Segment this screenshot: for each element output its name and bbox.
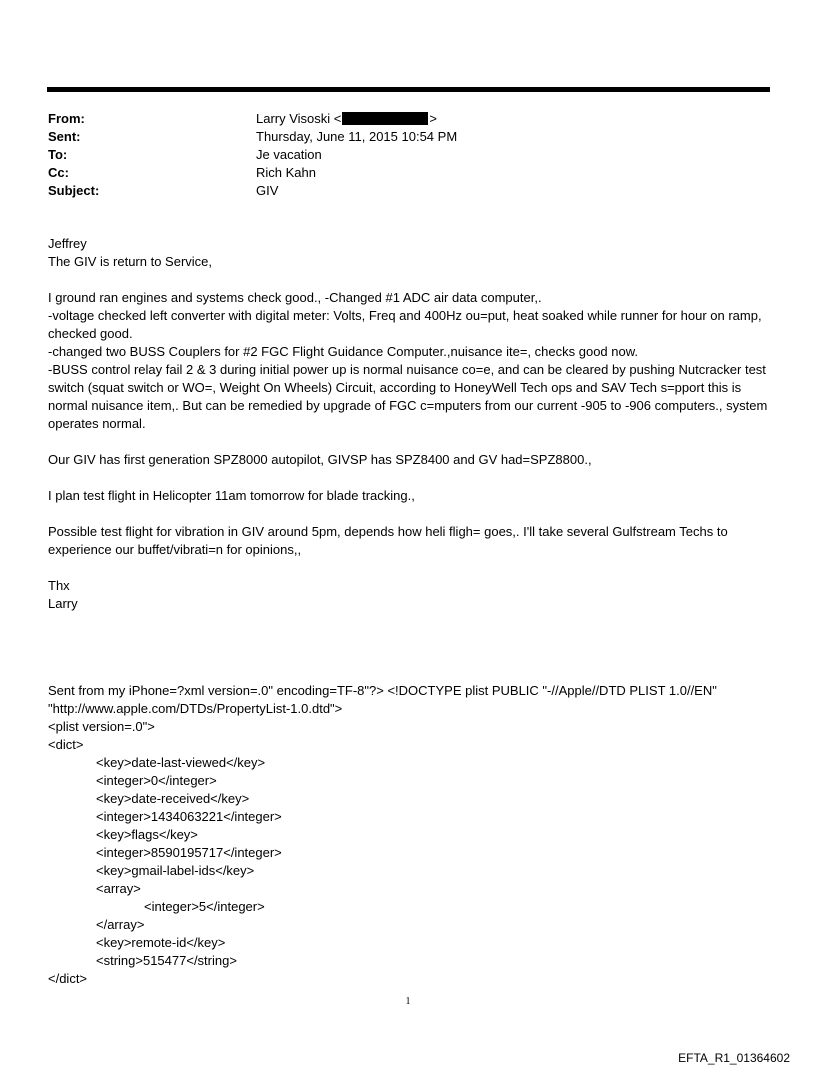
xml-line: "http://www.apple.com/DTDs/PropertyList-1.0.dtd">	[48, 701, 343, 716]
subject-row	[48, 182, 457, 200]
bates-number: EFTA_R1_01364602	[678, 1051, 790, 1065]
body-line: I plan test flight in Helicopter 11am tomorrow for blade tracking.,	[48, 488, 415, 503]
xml-line: Sent from my iPhone=?xml version=.0" encoding=TF-8"?> <!DOCTYPE plist PUBLIC "-//Apple//DTD PLIST 1.0//EN"	[48, 683, 717, 698]
subject-value: GIV	[256, 183, 279, 198]
xml-line: <key>date-last-viewed</key>	[96, 755, 266, 770]
xml-line: <integer>0</integer>	[96, 773, 217, 788]
xml-line: <key>date-received</key>	[96, 791, 250, 806]
cc-value: Rich Kahn	[256, 165, 316, 180]
body-line: The GIV is return to Service,	[48, 254, 213, 269]
xml-line: <string>515477</string>	[96, 953, 237, 968]
signature: Larry	[48, 596, 78, 611]
body-line: Our GIV has first generation SPZ8000 autopilot, GIVSP has SPZ8400 and GV had=SPZ8800.,	[48, 452, 592, 467]
xml-line: <integer>8590195717</integer>	[96, 845, 282, 860]
body-line: -voltage checked left converter with digital meter: Volts, Freq and 400Hz ou=put, heat soaked while runner for hour on ramp, checked good.	[48, 308, 762, 341]
xml-line: <key>flags</key>	[96, 827, 198, 842]
xml-line: <integer>1434063221</integer>	[96, 809, 282, 824]
from-label: From:	[48, 111, 85, 126]
body-line: -changed two BUSS Couplers for #2 FGC Flight Guidance Computer.,nuisance ite=, checks good now.	[48, 344, 639, 359]
header-rule	[47, 87, 770, 92]
body-line: I ground ran engines and systems check good., -Changed #1 ADC air data computer,.	[48, 290, 542, 305]
to-label: To:	[48, 147, 68, 162]
sent-row	[48, 128, 457, 146]
greeting: Jeffrey	[48, 236, 87, 251]
body-line: Possible test flight for vibration in GIV around 5pm, depends how heli fligh= goes,. I'll take several Gulfstream Techs to experience our buffet/vibrati=n for opinions,,	[48, 524, 728, 557]
xml-line: <plist version=.0">	[48, 719, 155, 734]
email-header	[48, 110, 457, 200]
plist-block	[48, 682, 770, 988]
to-row	[48, 146, 457, 164]
cc-label: Cc:	[48, 165, 69, 180]
body-line: -BUSS control relay fail 2 & 3 during initial power up is normal nuisance co=e, and can be cleared by pushing Nutcracker test switch (squat switch or WO=, Weight On Wheels) Circuit, according to HoneyWell Tech ops and SAV Tech s=pport this is normal nuisance item,. But can be remedied by upgrade of FGC c=mputers from our current -905 to -906 computers., system operates normal.	[48, 362, 768, 431]
subject-label: Subject:	[48, 183, 100, 198]
sent-value: Thursday, June 11, 2015 10:54 PM	[256, 129, 458, 144]
xml-line: <dict>	[48, 737, 84, 752]
redaction-box	[342, 112, 428, 125]
xml-line: <array>	[96, 881, 141, 896]
page-number: 1	[405, 996, 411, 1007]
cc-row	[48, 164, 457, 182]
signoff: Thx	[48, 578, 70, 593]
from-value	[256, 110, 437, 128]
sent-label: Sent:	[48, 129, 81, 144]
to-value: Je vacation	[256, 147, 322, 162]
xml-line: <key>gmail-label-ids</key>	[96, 863, 255, 878]
email-body	[48, 235, 770, 613]
xml-line: <integer>5</integer>	[144, 899, 265, 914]
from-name-suffix: >	[429, 111, 437, 126]
from-row	[48, 110, 457, 128]
xml-line: </array>	[96, 917, 145, 932]
xml-line: <key>remote-id</key>	[96, 935, 226, 950]
from-name: Larry Visoski <	[256, 111, 342, 126]
xml-line: </dict>	[48, 971, 88, 986]
